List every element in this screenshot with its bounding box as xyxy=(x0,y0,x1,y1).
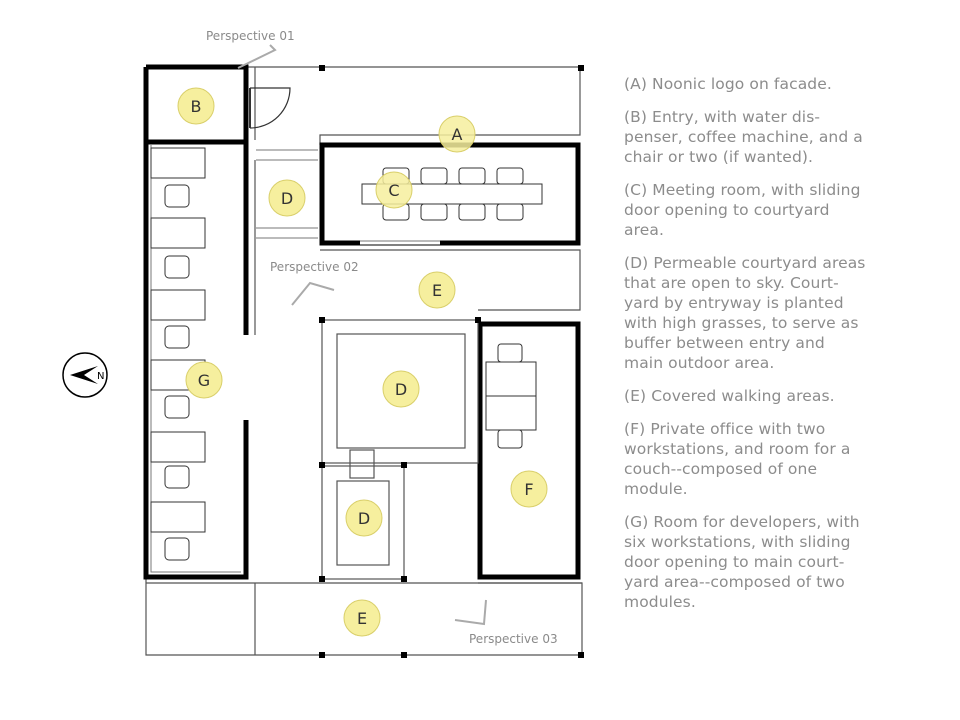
entry-door xyxy=(250,88,290,128)
marker-d3-label: D xyxy=(357,509,371,528)
columns xyxy=(319,65,584,658)
marker-g-label: G xyxy=(197,371,211,390)
marker-d1-label: D xyxy=(280,189,294,208)
north-label: N xyxy=(97,371,105,382)
legend-item-d: (D) Permeable courtyard areas that are open to sky. Court- yard by entryway is planted with high grasses, to serve as buffer between entry and main outdoor area. xyxy=(624,254,866,372)
legend-item-b: (B) Entry, with water dis- penser, coffee machine, and a chair or two (if wanted). xyxy=(624,108,863,166)
marker-f xyxy=(511,471,547,507)
marker-d1 xyxy=(269,180,305,216)
perspective-01-label: Perspective 01 xyxy=(206,29,295,43)
marker-g xyxy=(186,362,222,398)
developer-room-walls xyxy=(146,67,246,577)
perspective-02-label: Perspective 02 xyxy=(270,260,359,274)
courtyard-outline xyxy=(322,320,478,579)
legend-item-e: (E) Covered walking areas. xyxy=(624,387,835,405)
marker-e2-label: E xyxy=(356,609,368,628)
north-arrow-icon xyxy=(63,353,107,397)
marker-a xyxy=(439,116,475,152)
marker-b-label: B xyxy=(190,97,202,116)
marker-b xyxy=(178,88,214,124)
legend-item-a: (A) Noonic logo on facade. xyxy=(624,75,832,93)
marker-d2-label: D xyxy=(394,380,408,399)
marker-e2 xyxy=(344,600,380,636)
marker-e1 xyxy=(419,272,455,308)
legend xyxy=(624,74,884,625)
marker-a-label: A xyxy=(451,125,463,144)
marker-d2 xyxy=(383,371,419,407)
perspective-03-label: Perspective 03 xyxy=(469,632,558,646)
marker-c xyxy=(376,172,412,208)
marker-c-label: C xyxy=(388,181,400,200)
legend-item-g: (G) Room for developers, with six workstations, with sliding door opening to main court- yard area--composed of two modules. xyxy=(624,513,860,611)
legend-item-c: (C) Meeting room, with sliding door opening to courtyard area. xyxy=(624,181,861,239)
marker-d3 xyxy=(346,500,382,536)
marker-f-label: F xyxy=(524,480,534,499)
marker-e1-label: E xyxy=(431,281,443,300)
legend-item-f: (F) Private office with two workstations, and room for a couch--composed of one module. xyxy=(624,420,851,498)
